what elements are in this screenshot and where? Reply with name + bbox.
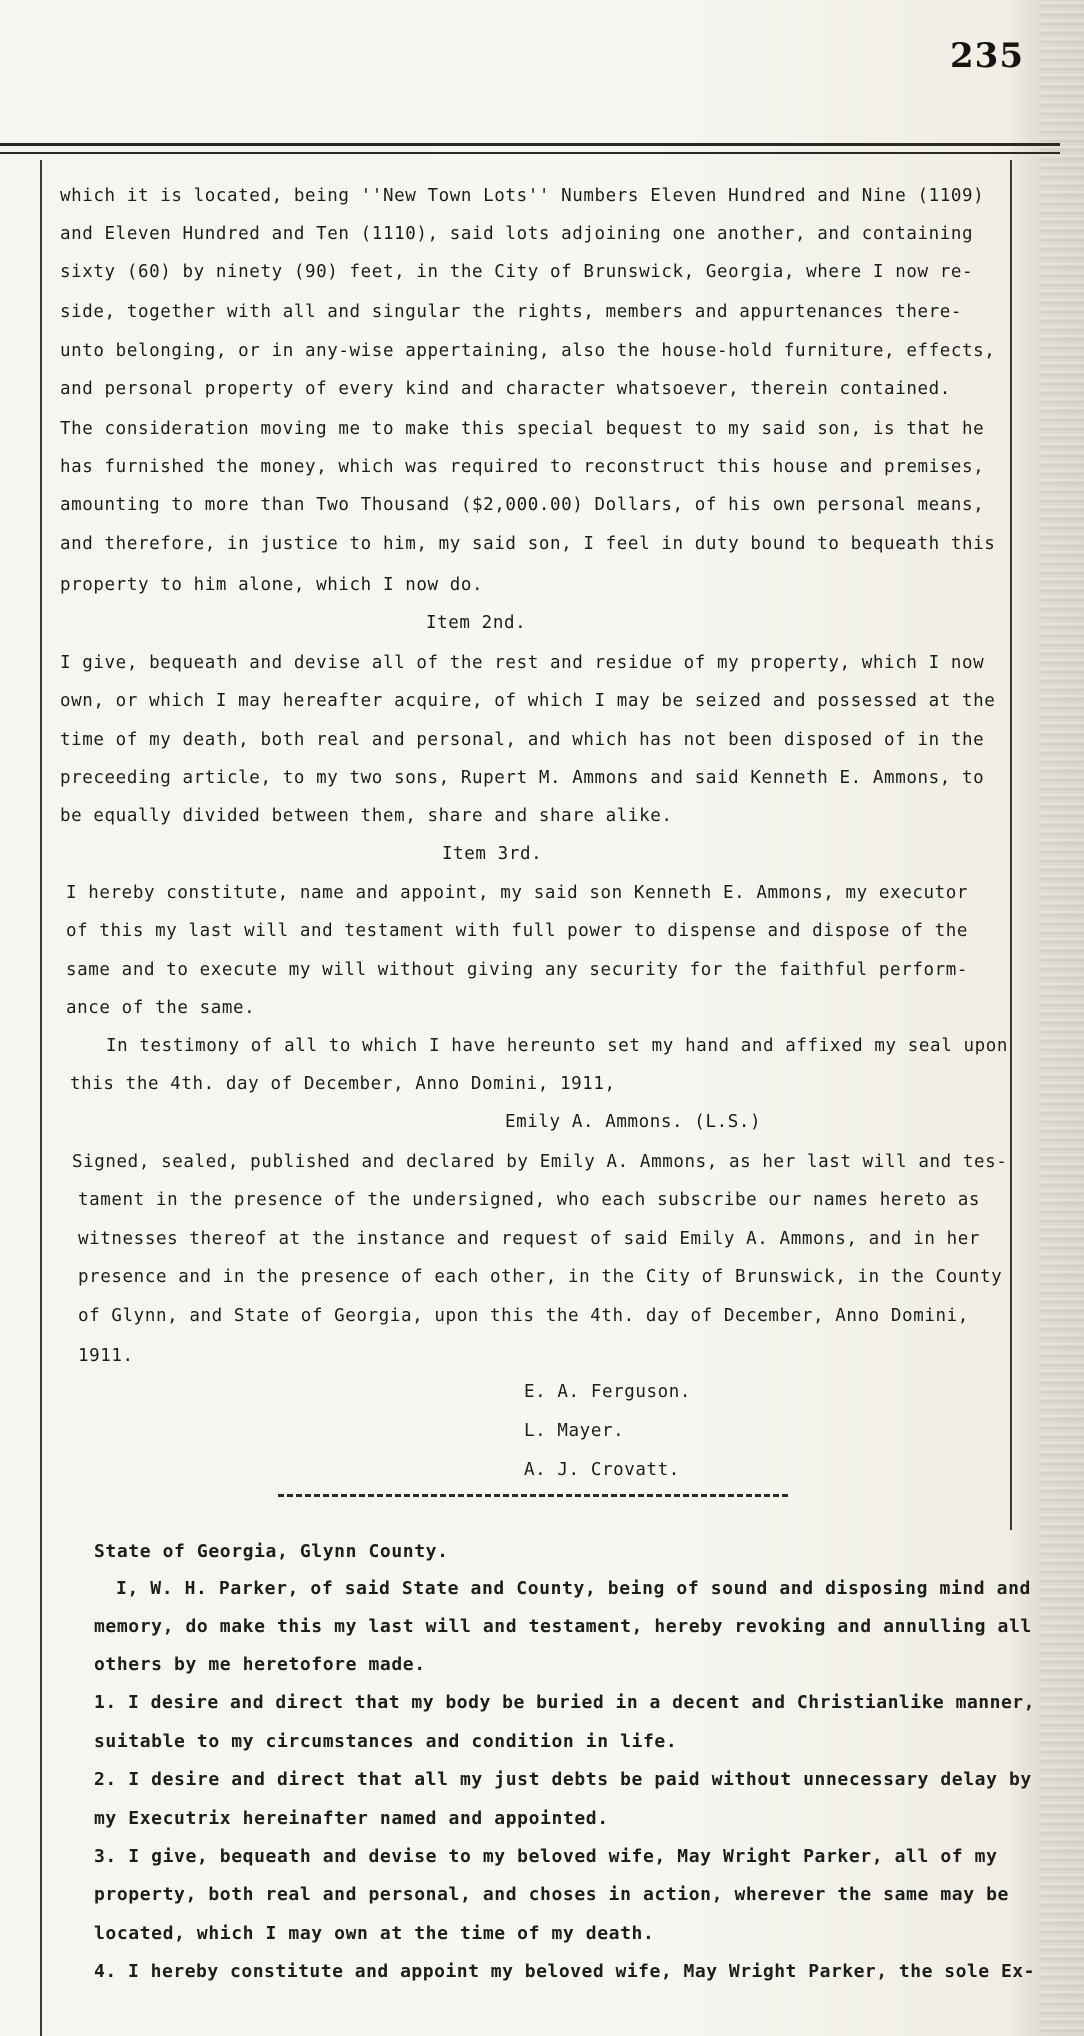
text-line: suitable to my circumstances and condition in life. — [94, 1731, 678, 1752]
text-line: which it is located, being ''New Town Lots'' Numbers Eleven Hundred and Nine (1109) — [60, 186, 985, 206]
text-line: tament in the presence of the undersigned, who each subscribe our names hereto as — [78, 1190, 981, 1210]
text-line: has furnished the money, which was required to reconstruct this house and premises, — [60, 457, 985, 477]
text-line: unto belonging, or in any-wise appertaining, also the house-hold furniture, effects, — [60, 341, 996, 361]
text-line: presence and in the presence of each other, in the City of Brunswick, in the County — [78, 1267, 1003, 1287]
text-line: others by me heretofore made. — [94, 1654, 426, 1675]
text-line: and Eleven Hundred and Ten (1110), said lots adjoining one another, and containing — [60, 224, 974, 244]
document-heading: State of Georgia, Glynn County. — [94, 1541, 449, 1562]
text-line: memory, do make this my last will and testament, hereby revoking and annulling all — [94, 1616, 1032, 1637]
header-rule-secondary — [0, 152, 1060, 154]
text-line: 3. I give, bequeath and devise to my beloved wife, May Wright Parker, all of my — [94, 1846, 998, 1867]
text-line: sixty (60) by ninety (90) feet, in the City of Brunswick, Georgia, where I now re- — [60, 262, 974, 282]
witness-name: L. Mayer. — [524, 1421, 625, 1441]
text-line: my Executrix hereinafter named and appointed. — [94, 1808, 609, 1829]
text-line: and therefore, in justice to him, my said son, I feel in duty bound to bequeath this — [60, 534, 996, 554]
right-margin-line — [1010, 160, 1012, 1530]
text-line: of Glynn, and State of Georgia, upon this the 4th. day of December, Anno Domini, — [78, 1306, 969, 1326]
text-line: ance of the same. — [66, 998, 256, 1018]
text-line: witnesses thereof at the instance and request of said Emily A. Ammons, and in her — [78, 1229, 981, 1249]
text-line: 1911. — [78, 1346, 134, 1366]
text-line: preceeding article, to my two sons, Rupert M. Ammons and said Kenneth E. Ammons, to — [60, 768, 985, 788]
text-line: property to him alone, which I now do. — [60, 575, 484, 595]
left-margin-line — [40, 160, 42, 2036]
text-line: 4. I hereby constitute and appoint my beloved wife, May Wright Parker, the sole Ex- — [94, 1961, 1035, 1982]
text-line: I hereby constitute, name and appoint, my said son Kenneth E. Ammons, my executor — [66, 883, 969, 903]
text-line: be equally divided between them, share and share alike. — [60, 806, 673, 826]
text-line: of this my last will and testament with full power to dispense and dispose of the — [66, 921, 969, 941]
text-line: Signed, sealed, published and declared by Emily A. Ammons, as her last will and tes- — [72, 1152, 1008, 1172]
section-heading: Item 3rd. — [442, 844, 543, 864]
text-line: side, together with all and singular the rights, members and appurtenances there- — [60, 302, 963, 322]
signature-line: Emily A. Ammons. (L.S.) — [505, 1112, 762, 1132]
witness-name: E. A. Ferguson. — [524, 1382, 692, 1402]
text-line: same and to execute my will without giving any security for the faithful perform- — [66, 960, 969, 980]
text-line: and personal property of every kind and character whatsoever, therein contained. — [60, 379, 951, 399]
section-divider — [278, 1494, 788, 1497]
text-line: In testimony of all to which I have hereunto set my hand and affixed my seal upon — [106, 1036, 1009, 1056]
text-line: The consideration moving me to make this special bequest to my said son, is that he — [60, 419, 985, 439]
page-number: 235 — [950, 36, 1024, 76]
text-line: this the 4th. day of December, Anno Domini, 1911, — [70, 1074, 616, 1094]
text-line: I, W. H. Parker, of said State and County, being of sound and disposing mind and — [116, 1578, 1031, 1599]
page-edge — [1040, 0, 1084, 2036]
text-line: property, both real and personal, and choses in action, wherever the same may be — [94, 1884, 1009, 1905]
section-heading: Item 2nd. — [426, 613, 527, 633]
text-line: time of my death, both real and personal, and which has not been disposed of in the — [60, 730, 985, 750]
text-line: own, or which I may hereafter acquire, of which I may be seized and possessed at the — [60, 691, 996, 711]
text-line: 2. I desire and direct that all my just debts be paid without unnecessary delay by — [94, 1769, 1032, 1790]
text-line: located, which I may own at the time of my death. — [94, 1923, 655, 1944]
text-line: I give, bequeath and devise all of the rest and residue of my property, which I now — [60, 653, 985, 673]
text-line: 1. I desire and direct that my body be buried in a decent and Christianlike manner, — [94, 1692, 1035, 1713]
text-line: amounting to more than Two Thousand ($2,000.00) Dollars, of his own personal means, — [60, 495, 985, 515]
header-rule — [0, 143, 1060, 146]
witness-name: A. J. Crovatt. — [524, 1460, 680, 1480]
